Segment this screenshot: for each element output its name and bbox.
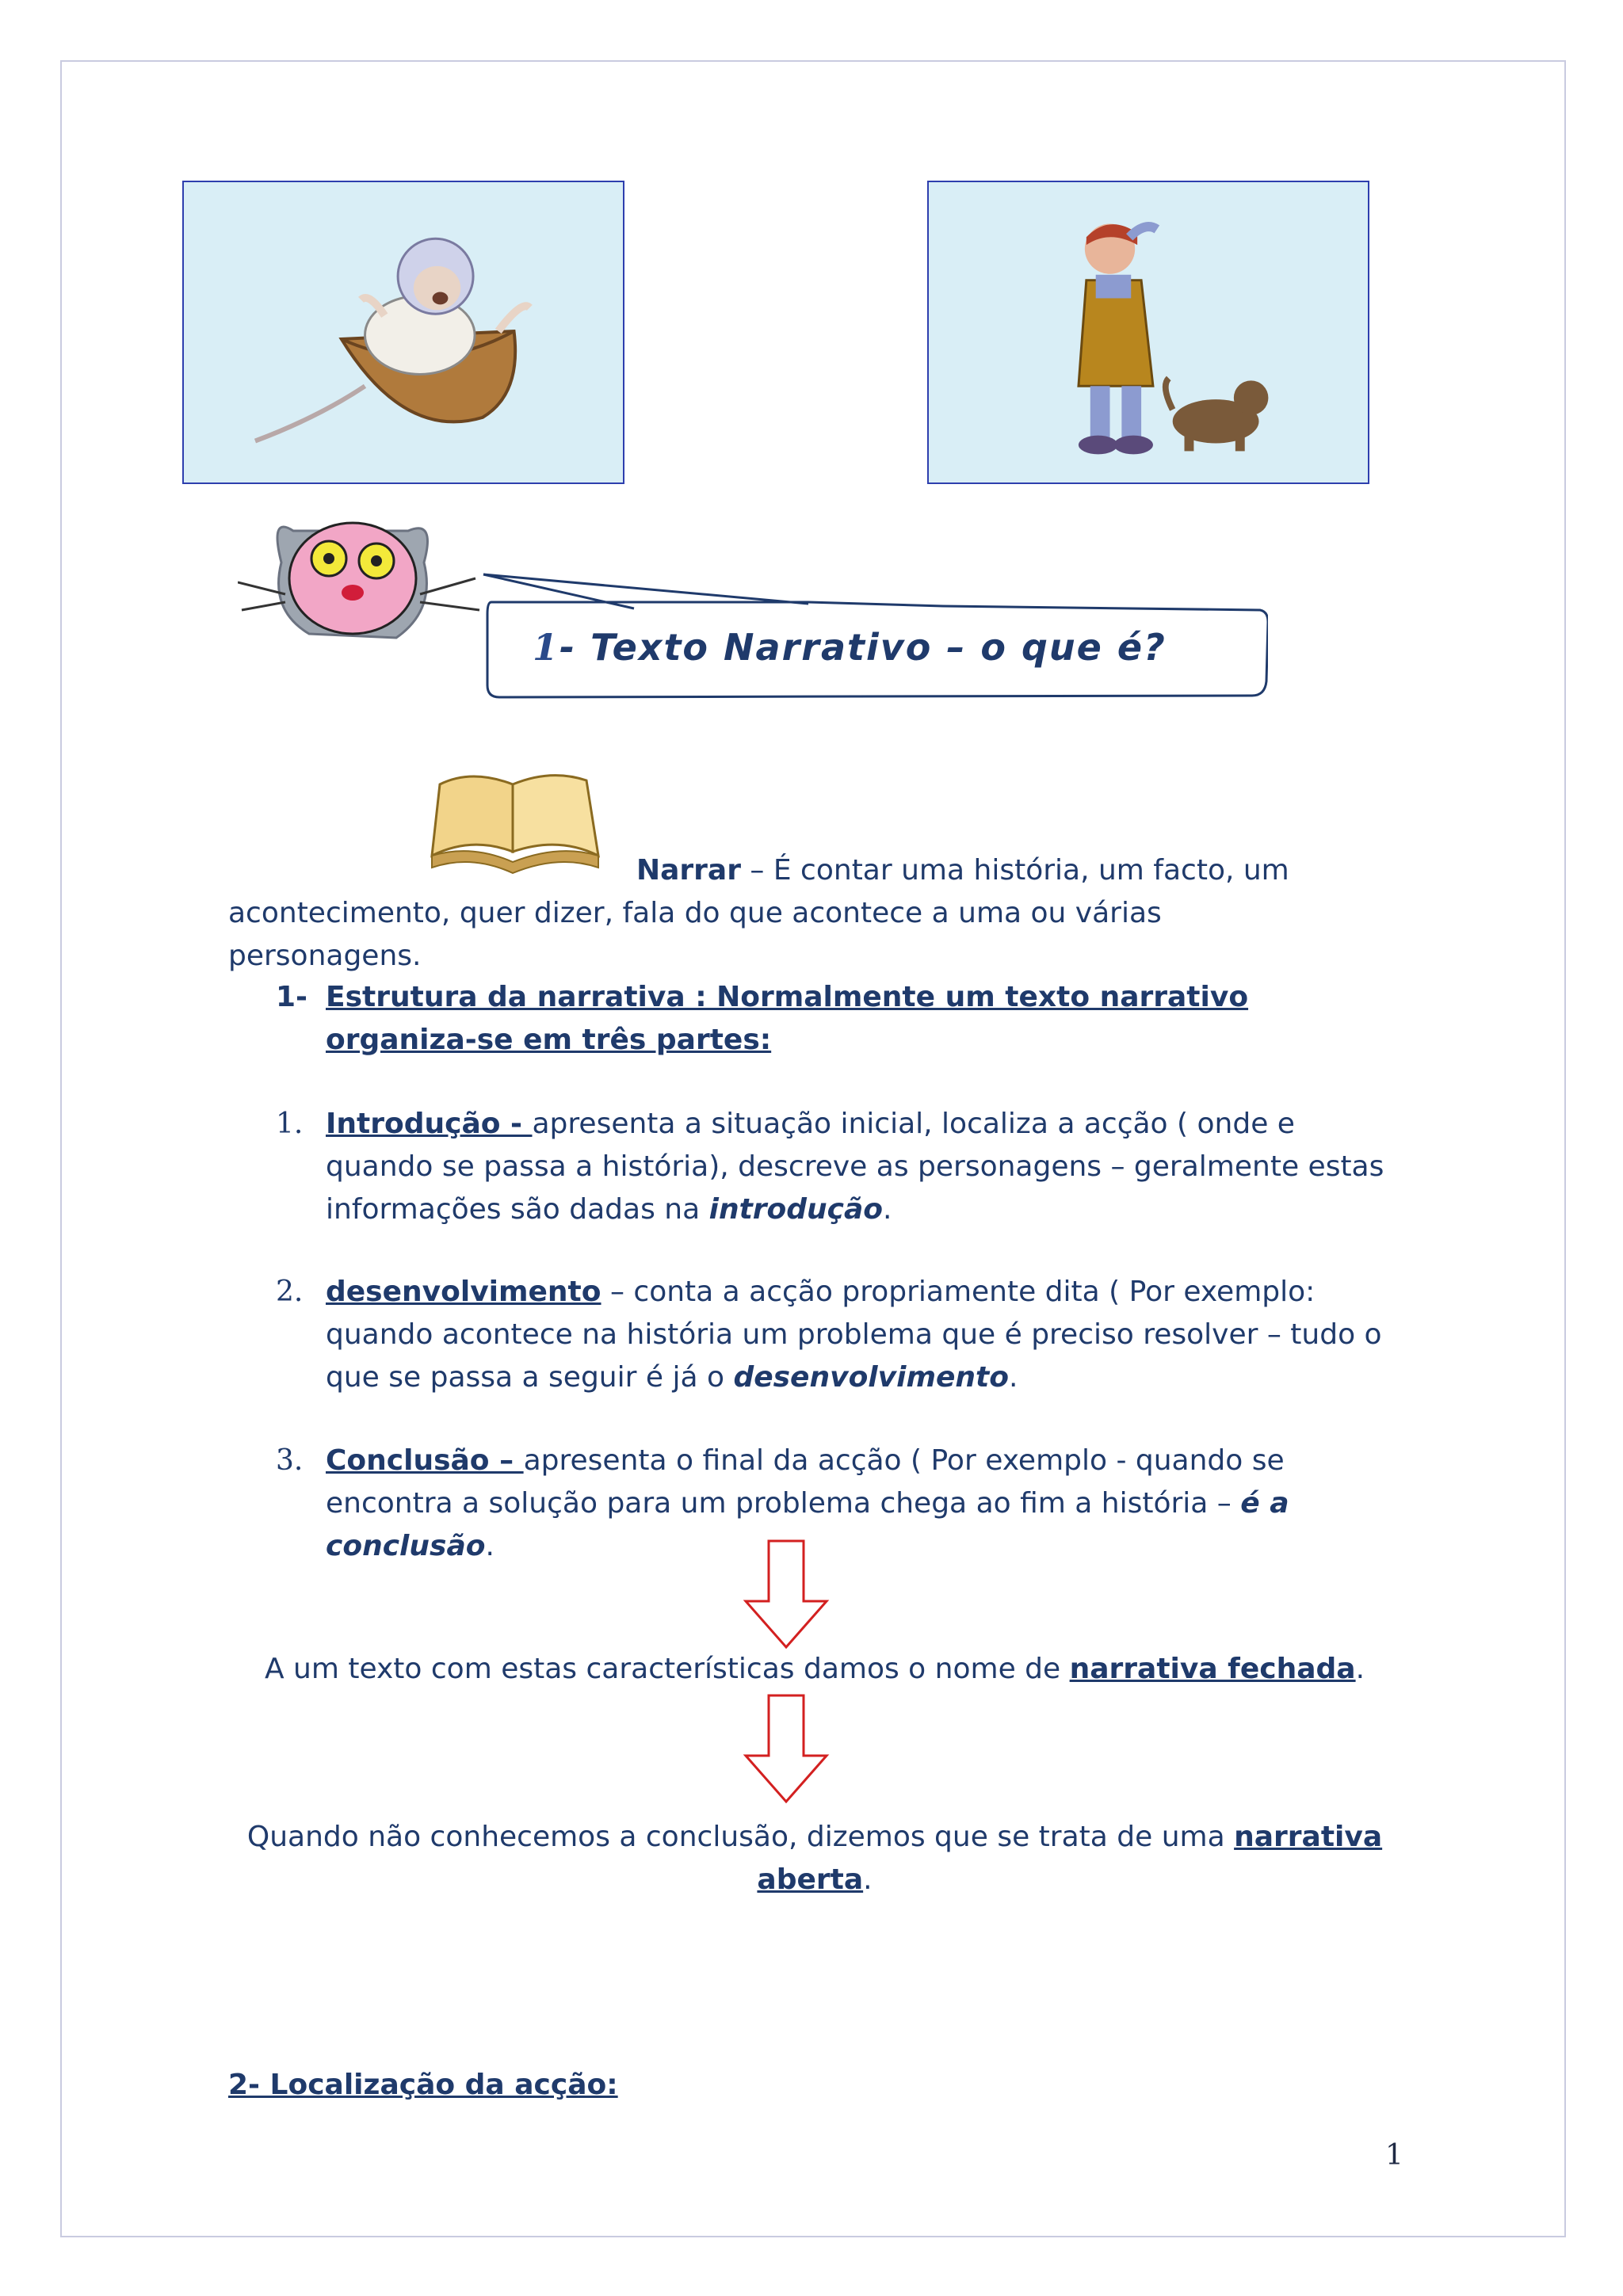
list-item-end: . [883, 1193, 892, 1226]
closed-narrative-text: A um texto com estas características damos o nome de [264, 1653, 1070, 1685]
narrar-paragraph [228, 849, 1354, 978]
list-item-number: 2. [276, 1276, 304, 1308]
narrar-term: Narrar [636, 854, 741, 887]
section-title-text: - Texto Narrativo – o que é? [559, 626, 1167, 669]
section-number: 1 [533, 626, 560, 669]
list-item-end: . [485, 1530, 495, 1562]
structure-heading-number: 1- [276, 981, 307, 1013]
page-number: 1 [1385, 2139, 1403, 2172]
pink-panther-icon [238, 499, 483, 666]
list-item-text: apresenta o final da acção ( Por exemplo - quando se encontra a solução para um problema chega ao fim a história – [326, 1444, 1285, 1520]
narrar-definition-line2: acontecimento, quer dizer, fala do que acontece a uma ou várias personagens. [228, 897, 1162, 972]
structure-heading [276, 976, 1385, 1062]
open-narrative-end: . [863, 1863, 873, 1896]
girl-with-dog-illustration [927, 181, 1369, 484]
closed-narrative-end: . [1355, 1653, 1365, 1685]
list-item-end: . [1008, 1361, 1018, 1394]
open-narrative-paragraph [228, 1816, 1401, 1901]
list-item-emphasis: desenvolvimento [733, 1361, 1009, 1394]
list-item-text: apresenta a situação inicial, localiza a acção ( onde e quando se passa a história), descreve as personagens – geralmente estas informações são dadas na [326, 1108, 1384, 1226]
list-item-conclusao [276, 1440, 1401, 1568]
open-narrative-text: Quando não conhecemos a conclusão, dizemos que se trata de uma [246, 1821, 1235, 1853]
list-item-label: desenvolvimento [326, 1276, 601, 1308]
list-item-text: – conta a acção propriamente dita ( Por exemplo: quando acontece na história um problema que é preciso resolver – tudo o que se passa a seguir é já o [326, 1276, 1382, 1394]
narrar-definition-line1: – É contar uma história, um facto, um [740, 854, 1289, 887]
mouse-illustration [182, 181, 624, 484]
mouse-in-nutshell-icon [184, 182, 623, 482]
closed-narrative-term: narrativa fechada [1069, 1653, 1356, 1685]
list-item-introducao [276, 1103, 1401, 1231]
list-item-number: 3. [276, 1444, 304, 1477]
down-arrow-icon [743, 1694, 830, 1805]
location-heading: 2- Localização da acção: [228, 2069, 618, 2101]
open-narrative-term: narrativa aberta [757, 1821, 1383, 1896]
list-item-emphasis: é a conclusão [326, 1487, 1289, 1562]
list-item-desenvolvimento [276, 1271, 1401, 1399]
down-arrow-icon [743, 1539, 830, 1650]
list-item-label: Introdução - [326, 1108, 533, 1140]
structure-heading-text: Estrutura da narrativa : Normalmente um texto narrativo organiza-se em três partes: [326, 981, 1249, 1056]
list-item-label: Conclusão – [326, 1444, 524, 1477]
closed-narrative-paragraph [228, 1648, 1401, 1691]
section-title [533, 626, 1246, 669]
girl-with-dog-icon [929, 182, 1368, 482]
list-item-emphasis: introdução [708, 1193, 884, 1226]
list-item-number: 1. [276, 1108, 304, 1140]
